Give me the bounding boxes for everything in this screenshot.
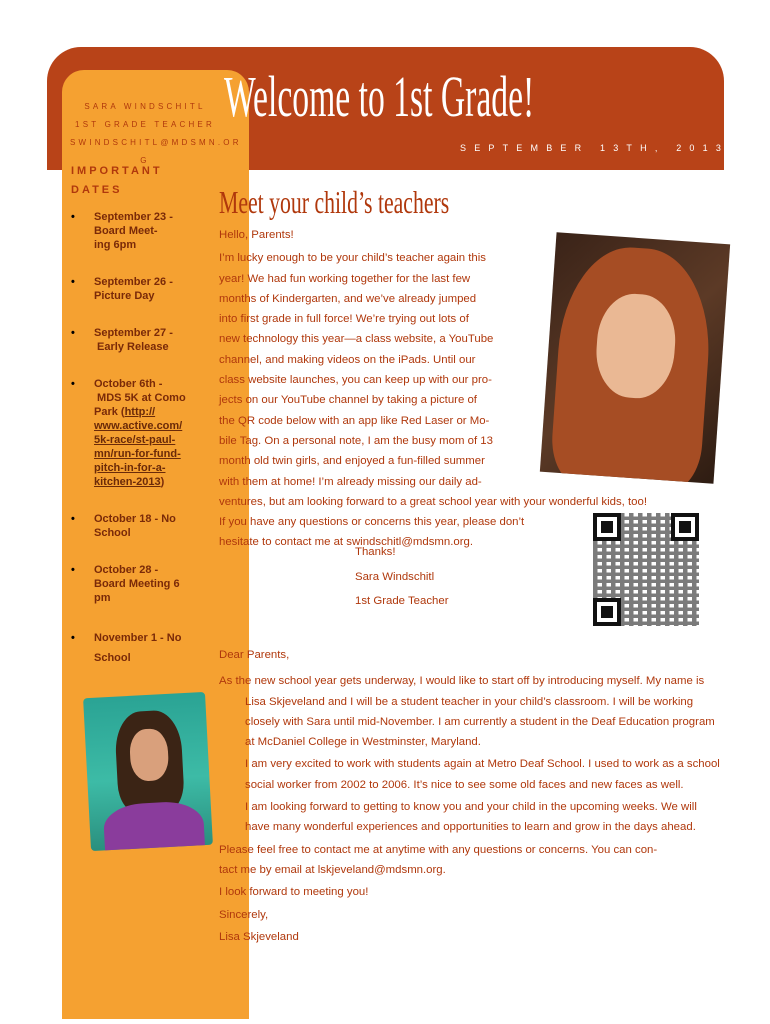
contact-name: SARA WINDSCHITL — [84, 102, 206, 111]
race-link[interactable]: 5k-race/st-paul- — [94, 434, 176, 446]
looking-forward-paragraph: I am looking forward to getting to know you and your child in the upcoming weeks. We will have many wonderful experiences and opportunities to learn and grow in the days ahead. — [245, 801, 697, 834]
contact-block — [70, 98, 242, 170]
date-item: • September 23 - Board Meet- ing 6pm — [70, 210, 190, 252]
date-item: • September 27 - Early Release — [70, 326, 190, 354]
race-link[interactable]: kitchen-2013 — [94, 476, 161, 488]
page-title: Welcome to 1st Grade! — [224, 64, 535, 129]
teacher-email-line[interactable]: hesitate to contact me at swindschitl@mdsmn.org. — [219, 536, 474, 549]
date-item: • October 6th - MDS 5K at Como Park (http:// www.active.com/ 5k-race/st-paul- mn/run-for-fund- pitch-in-for-a- kitchen-2013) — [70, 377, 190, 489]
date-item: • October 28 - Board Meeting 6 pm — [70, 563, 190, 605]
salutation: Dear Parents, — [219, 649, 290, 661]
date-item: • September 26 - Picture Day — [70, 275, 190, 303]
experience-paragraph: I am very excited to work with students again at Metro Deaf School. I used to work as a school social worker from 2002 to 2006. It’s nice to see some old faces and new faces as well. — [245, 758, 720, 791]
lisa-photo — [83, 692, 213, 851]
issue-date: SEPTEMBER 13TH, 2013 — [460, 143, 730, 153]
teachers-heading: Meet your child’s teachers — [219, 184, 450, 220]
contact-email-wrap[interactable]: G — [140, 156, 150, 165]
qr-code[interactable] — [593, 513, 699, 626]
lisa-signature: Lisa Skjeveland — [219, 930, 299, 943]
teacher-signature: Thanks! Sara Windschitl 1st Grade Teacher — [355, 546, 449, 607]
important-dates-heading: IMPORTANT DATES — [71, 165, 163, 196]
student-teacher-letter: Dear Parents, As the new school year gets underway, I would like to start off by introducing myself. My name is Lisa Skjeveland and I will be a student teacher in your child’s classroom. I will be working closely with Sara until mid-November. I am currently a student in the Deaf Education program at McDaniel College in Westminster, Maryland. I am very excited to work with students again at Metro Deaf School. I used to work as a school social worker from 2002 to 2006. It’s nice to see some old faces and new faces as well. I am looking forward to getting to know you and your child in the upcoming weeks. We will have many wonderful experiences and opportunities to learn and grow in the days ahead. Please feel free to contact me at anytime with any questions or concerns. You can con- tact me by email at lskjeveland@mdsmn.org. I look forward to meeting you! Sincerely, Lisa Skjeveland — [219, 645, 724, 947]
race-link[interactable]: www.active.com/ — [94, 420, 183, 432]
sara-photo — [540, 232, 730, 484]
teacher-letter: Hello, Parents! I’m lucky enough to be your child’s teacher again this year! We had fun working together for the last few months of Kindergarten, and we’ve already jumped into first grade in full force! We’re trying out lots of new technology this year—a class website, a YouTube channel, and making videos on the iPads. Until our class website launches, you can keep up with our pro- jects on our YouTube channel by taking a picture of the QR code below with an app like Red Laser or Mo- bile Tag. On a personal note, I am the busy mom of 13 month old twin girls, and enjoyed a fun-filled summer with them at home! I’m already missing our daily ad- ventures, but am looking forward to a great school year with your wonderful kids, too! If you have any questions or concerns this year, please don’t hesitate to contact me at swindschitl@mdsmn.org. — [219, 225, 519, 553]
date-item: • November 1 - No School — [70, 628, 190, 668]
important-dates-list — [70, 210, 190, 668]
race-link[interactable]: mn/run-for-fund- — [94, 448, 181, 460]
greeting: Hello, Parents! — [219, 229, 294, 241]
contact-email[interactable]: SWINDSCHITL@MDSMN.OR — [70, 138, 242, 147]
lisa-email-line[interactable]: tact me by email at lskjeveland@mdsmn.org. — [219, 863, 446, 876]
contact-role: 1ST GRADE TEACHER — [75, 120, 215, 129]
intro-paragraph: As the new school year gets underway, I would like to start off by introducing myself. My name is Lisa Skjeveland and I will be a student teacher in your child’s classroom. I will be working closely with Sara until mid-November. I am currently a student in the Deaf Education program at McDaniel College in Westminster, Maryland. — [219, 675, 715, 749]
race-link[interactable]: http:// — [124, 406, 156, 418]
race-link[interactable]: pitch-in-for-a- — [94, 462, 166, 474]
date-item: • October 18 - No School — [70, 512, 190, 540]
